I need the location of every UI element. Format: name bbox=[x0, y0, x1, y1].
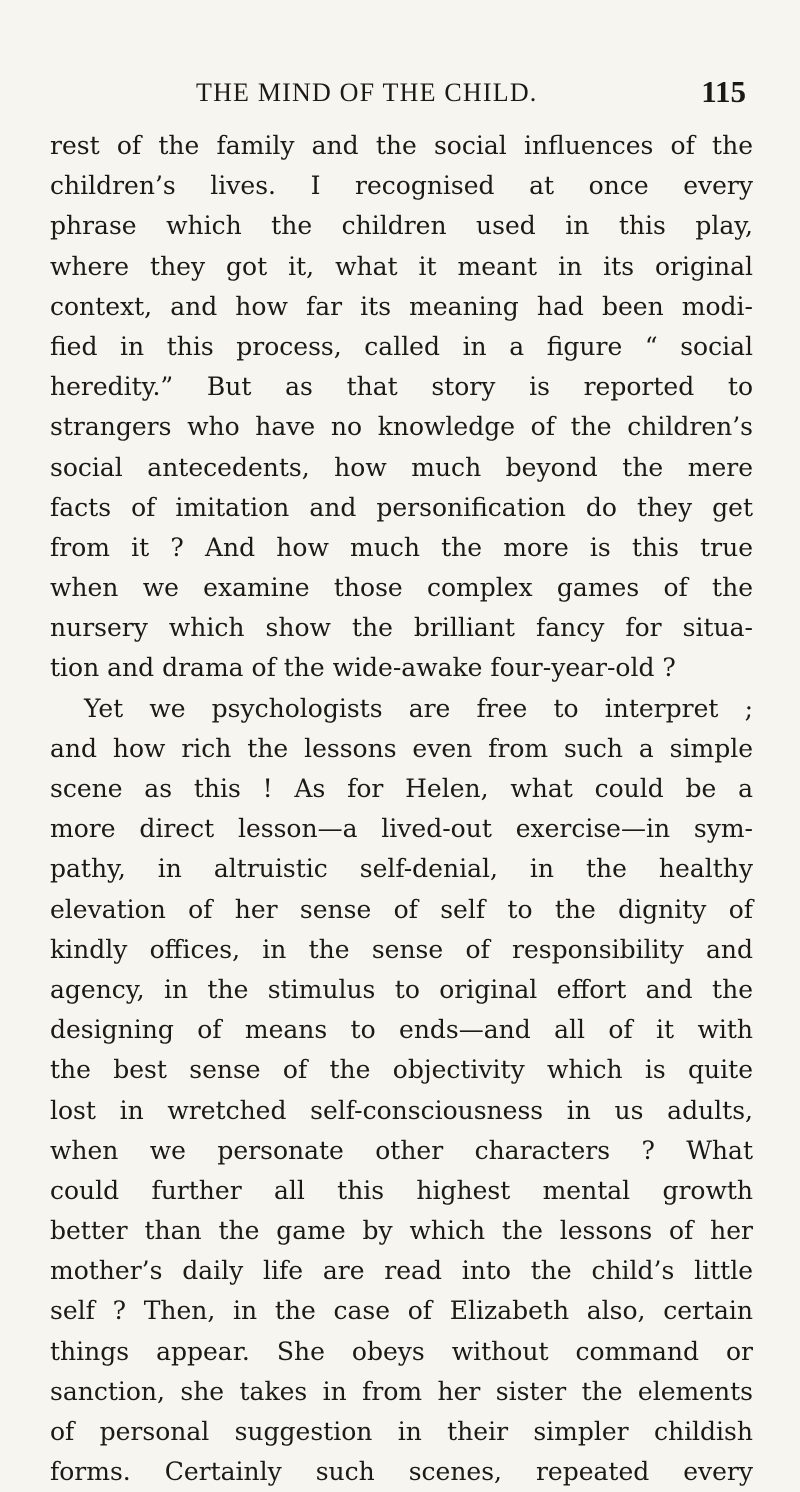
text-line: children’s lives. I recognised at once every bbox=[50, 171, 753, 201]
text-line: better than the game by which the lessons of her bbox=[50, 1216, 753, 1246]
text-line: designing of means to ends—and all of it with bbox=[50, 1015, 753, 1045]
text-line: when we examine those complex games of the bbox=[50, 573, 753, 603]
text-line: sanction, she takes in from her sister the elements bbox=[50, 1376, 753, 1406]
text-line: could further all this highest mental growth bbox=[50, 1175, 753, 1205]
text-line: things appear. She obeys without command or bbox=[50, 1336, 753, 1366]
text-line: pathy, in altruistic self-denial, in the healthy bbox=[50, 854, 753, 884]
text-line: nursery which show the brilliant fancy for situa- bbox=[50, 613, 753, 643]
text-line: self ? Then, in the case of Elizabeth also, certain bbox=[50, 1296, 753, 1326]
page-header bbox=[196, 74, 746, 118]
text-line: heredity.” But as that story is reported to bbox=[50, 372, 753, 402]
text-line: fied in this process, called in a figure “ social bbox=[50, 331, 753, 361]
text-line: tion and drama of the wide-awake four-year-old ? bbox=[50, 653, 676, 683]
text-line: social antecedents, how much beyond the mere bbox=[50, 452, 753, 482]
running-title: THE MIND OF THE CHILD. bbox=[196, 78, 538, 107]
text-line: phrase which the children used in this play, bbox=[50, 211, 753, 241]
body-text bbox=[50, 126, 753, 1492]
text-line: lost in wretched self-consciousness in us adults, bbox=[50, 1095, 753, 1125]
text-line: the best sense of the objectivity which is quite bbox=[50, 1055, 753, 1085]
text-line: where they got it, what it meant in its original bbox=[50, 251, 753, 281]
text-line: from it ? And how much the more is this true bbox=[50, 532, 753, 562]
text-line: more direct lesson—a lived-out exercise—in sym- bbox=[50, 814, 753, 844]
text-line: forms. Certainly such scenes, repeated every bbox=[50, 1457, 753, 1487]
text-line: scene as this ! As for Helen, what could be a bbox=[50, 774, 753, 803]
text-line: kindly offices, in the sense of responsibility and bbox=[50, 934, 753, 964]
text-line: facts of imitation and personification do they get bbox=[50, 492, 753, 522]
text-line: strangers who have no knowledge of the children’s bbox=[50, 412, 753, 442]
text-line: mother’s daily life are read into the child’s little bbox=[50, 1256, 753, 1286]
page-number: 115 bbox=[701, 74, 746, 109]
text-line: context, and how far its meaning had been modi- bbox=[50, 291, 753, 321]
text-line: and how rich the lessons even from such a simple bbox=[50, 733, 753, 763]
text-line: rest of the family and the social influences of the bbox=[50, 131, 753, 160]
text-line: when we personate other characters ? What bbox=[50, 1135, 753, 1165]
text-line: agency, in the stimulus to original effort and the bbox=[50, 974, 753, 1004]
text-line: of personal suggestion in their simpler childish bbox=[50, 1417, 753, 1446]
text-line: Yet we psychologists are free to interpret ; bbox=[84, 693, 753, 723]
text-line: elevation of her sense of self to the dignity of bbox=[50, 894, 753, 924]
